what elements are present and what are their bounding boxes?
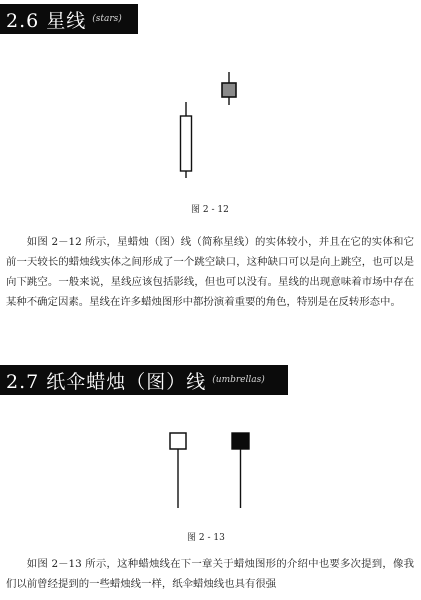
body-paragraph: 如图 2－13 所示，这种蜡烛线在下一章关于蜡烛图形的介绍中也要多次提到，像我们以前曾经提到的一些蜡烛线一样，纸伞蜡烛线也具有很强 [6, 558, 414, 590]
star-candle [222, 72, 236, 105]
black-umbrella-candle [232, 433, 249, 508]
section-title: 2.7 纸伞蜡烛（图）线 [6, 370, 207, 393]
section-banner-umbrellas [0, 365, 288, 395]
white-umbrella-candle [170, 433, 186, 508]
figure-caption: 图 2 - 12 [191, 205, 229, 215]
figure-umbrella-candles [160, 428, 260, 514]
section-title: 2.6 星线 [6, 9, 87, 32]
section-banner-stars [0, 4, 138, 34]
figure-caption: 图 2 - 13 [187, 533, 225, 543]
section-subtitle: (umbrellas) [212, 375, 265, 385]
long-candle [181, 102, 192, 178]
body-paragraph: 如图 2－12 所示，星蜡烛（图）线（简称星线）的实体较小，并且在它的实体和它前一天较长的蜡烛线实体之间形成了一个跳空缺口，这种缺口可以是向上跳空，也可以是向下跳空。一般来说，星线应该包括影线，但也可以没有。星线的出现意味着市场中存在某种不确定因素。星线在许多蜡烛图形中都扮演着重要的角色，特别是在反转形态中。 [6, 236, 414, 308]
figure-star-candles [170, 72, 250, 184]
section-subtitle: (stars) [92, 14, 122, 24]
